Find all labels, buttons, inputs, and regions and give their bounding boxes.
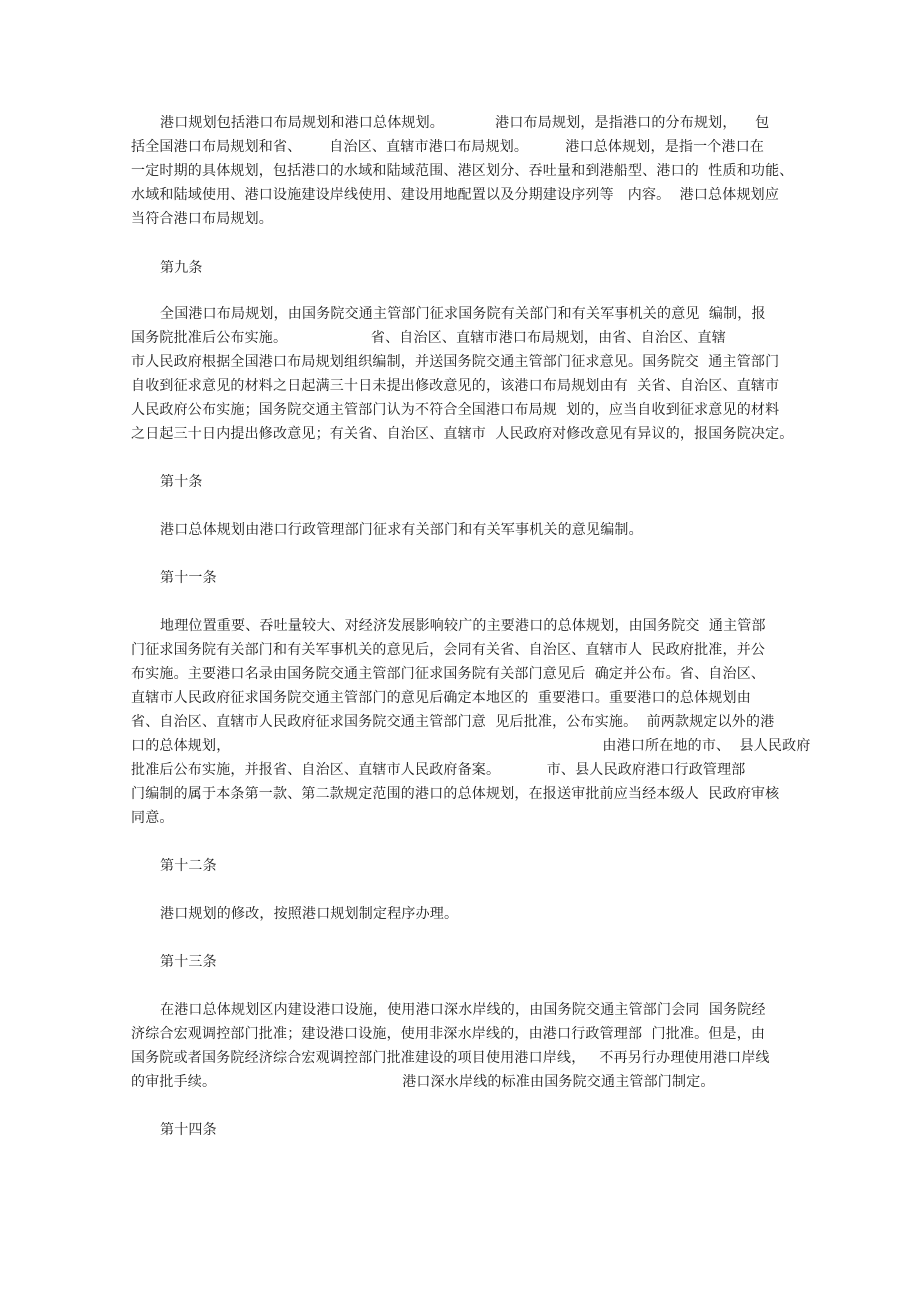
para-1-line-4: 水域和陆域使用、港口设施建设岸线使用、建设用地配置以及分期建设序列等 内容。 港口总体规划应: [131, 187, 780, 203]
para-4-line-8: 门编制的属于本条第一款、第二款规定范围的港口的总体规划，在报送审批前应当经本级人 民政府审核: [131, 786, 780, 802]
para-2-line-5: 人民政府公布实施；国务院交通主管部门认为不符合全国港口布局规 划的，应当自收到征求意见的材料: [131, 402, 780, 418]
para-1-line-2: 括全国港口布局规划和省、 自治区、直辖市港口布局规划。 港口总体规划，是指一个港口在: [131, 139, 765, 155]
para-6-line-1: 在港口总体规划区内建设港口设施，使用港口深水岸线的，由国务院交通主管部门会同 国务院经: [160, 1002, 766, 1018]
para-4-line-7: 批准后公布实施，并报省、自治区、直辖市人民政府备案。 市、县人民政府港口行政管理部: [131, 762, 746, 778]
para-2-line-3: 市人民政府根据全国港口布局规划组织编制，并送国务院交通主管部门征求意见。国务院交 通主管部门: [131, 354, 780, 370]
para-1-line-1: 港口规划包括港口布局规划和港口总体规划。 港口布局规划，是指港口的分布规划， 包: [160, 115, 770, 131]
para-5-line-1: 港口规划的修改，按照港口规划制定程序办理。: [160, 906, 459, 922]
para-3-line-1: 港口总体规划由港口行政管理部门征求有关部门和有关军事机关的意见编制。: [160, 522, 643, 538]
para-2-line-1: 全国港口布局规划，由国务院交通主管部门征求国务院有关部门和有关军事机关的意见 编制，报: [160, 306, 766, 322]
para-4-line-3: 布实施。主要港口名录由国务院交通主管部门征求国务院有关部门意见后 确定并公布。省、自治区、: [131, 666, 766, 682]
para-1-line-5: 当符合港口布局规划。: [131, 211, 273, 227]
para-6-line-2: 济综合宏观调控部门批准；建设港口设施，使用非深水岸线的，由港口行政管理部 门批准。但是，由: [131, 1026, 766, 1042]
article-heading-10: 第十条: [160, 474, 203, 490]
para-4-line-9: 同意。: [131, 810, 174, 826]
article-heading-14: 第十四条: [160, 1122, 217, 1138]
para-2-line-4: 自收到征求意见的材料之日起满三十日未提出修改意见的，该港口布局规划由有 关省、自治区、直辖市: [131, 378, 780, 394]
para-4-line-1: 地理位置重要、吞吐量较大、对经济发展影响较广的主要港口的总体规划，由国务院交 通主管部: [160, 618, 766, 634]
article-heading-9: 第九条: [160, 260, 203, 276]
para-6-line-3: 国务院或者国务院经济综合宏观调控部门批准建设的项目使用港口岸线， 不再另行办理使用港口岸线: [131, 1050, 770, 1066]
para-2-line-6: 之日起三十日内提出修改意见；有关省、自治区、直辖市 人民政府对修改意见有异议的，报国务院决定。: [131, 426, 794, 442]
para-4-line-5: 省、自治区、直辖市人民政府征求国务院交通主管部门意 见后批准，公布实施。 前两款规定以外的港: [131, 714, 775, 730]
para-2-line-2: 国务院批准后公布实施。 省、自治区、直辖市港口布局规划，由省、自治区、直辖: [131, 330, 726, 346]
para-4-line-2: 门征求国务院有关部门和有关军事机关的意见后，会同有关省、自治区、直辖市人 民政府批准，并公: [131, 642, 766, 658]
article-heading-11: 第十一条: [160, 570, 217, 586]
article-heading-12: 第十二条: [160, 858, 217, 874]
para-4-line-6: 口的总体规划， 由港口所在地的市、 县人民政府: [131, 738, 811, 754]
article-heading-13: 第十三条: [160, 954, 217, 970]
para-1-line-3: 一定时期的具体规划，包括港口的水域和陆域范围、港区划分、吞吐量和到港船型、港口的 性质和功能、: [131, 163, 794, 179]
para-4-line-4: 直辖市人民政府征求国务院交通主管部门的意见后确定本地区的 重要港口。重要港口的总体规划由: [131, 690, 751, 706]
para-6-line-4: 的审批手续。 港口深水岸线的标准由国务院交通主管部门制定。: [131, 1074, 715, 1090]
